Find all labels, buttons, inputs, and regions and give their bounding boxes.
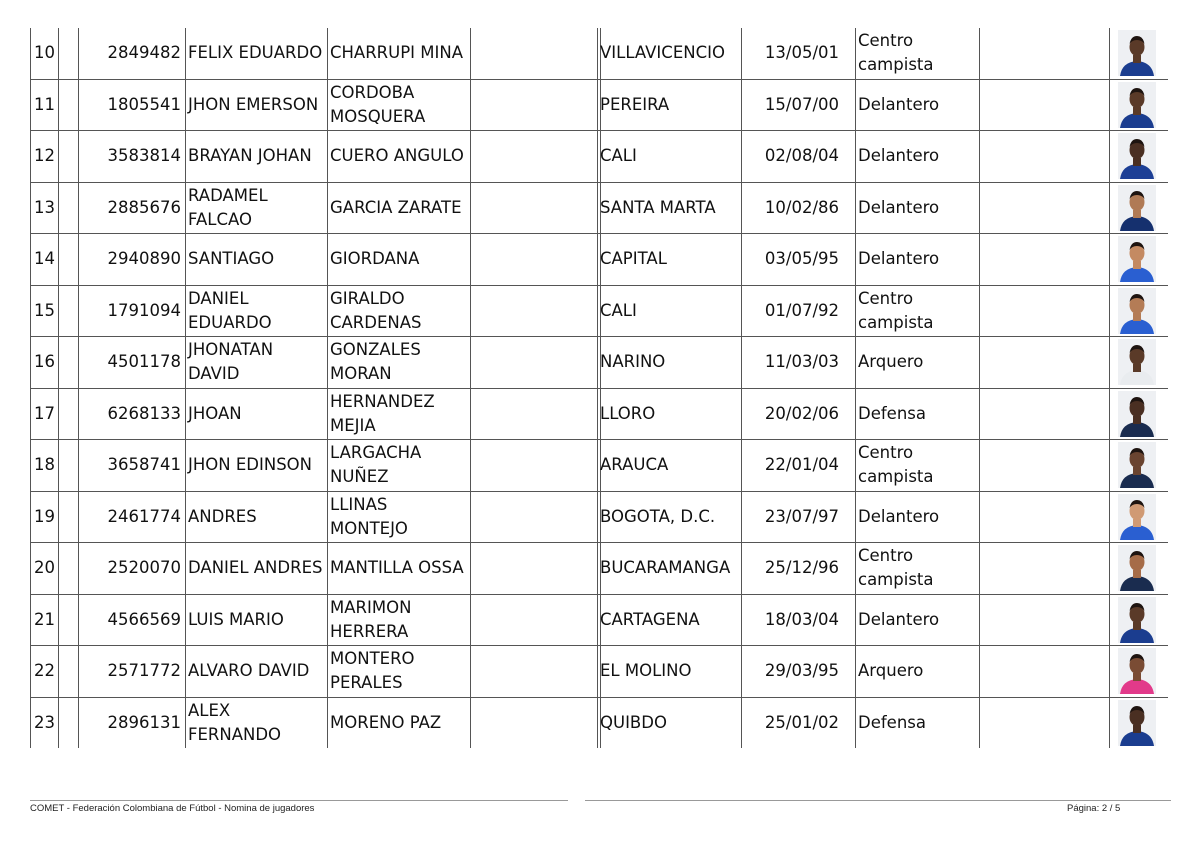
player-position: Defensa: [856, 388, 980, 440]
player-id: 2885676: [79, 182, 186, 234]
redacted-cell: [471, 440, 601, 492]
player-birthplace: CALI: [598, 131, 742, 183]
player-id: 4501178: [79, 337, 186, 389]
blank-cell: [980, 543, 1110, 595]
redacted-cell: [471, 28, 601, 79]
player-id: 2461774: [79, 491, 186, 543]
player-birthdate: 23/07/97: [742, 491, 856, 543]
player-last-name: GIRALDO CARDENAS: [328, 285, 471, 337]
player-id: 6268133: [79, 388, 186, 440]
redacted-cell: [471, 697, 601, 748]
players-table-right: [597, 28, 1168, 748]
blank-cell: [59, 234, 79, 286]
blank-cell: [980, 646, 1110, 698]
table-row: [31, 79, 601, 131]
blank-cell: [59, 697, 79, 748]
player-position: Delantero: [856, 182, 980, 234]
blank-cell: [59, 594, 79, 646]
player-first-name: JHON EMERSON: [186, 79, 328, 131]
redacted-cell: [471, 646, 601, 698]
player-number: 12: [31, 131, 59, 183]
player-birthdate: 02/08/04: [742, 131, 856, 183]
blank-cell: [980, 285, 1110, 337]
player-id: 4566569: [79, 594, 186, 646]
footer-rule-right: [585, 800, 1171, 801]
player-photo-icon: [1118, 442, 1156, 488]
table-row: [31, 234, 601, 286]
player-birthdate: 03/05/95: [742, 234, 856, 286]
player-birthplace: CAPITAL: [598, 234, 742, 286]
player-photo-cell: [1110, 182, 1168, 234]
player-last-name: MONTERO PERALES: [328, 646, 471, 698]
player-id: 2571772: [79, 646, 186, 698]
table-row: [31, 543, 601, 595]
player-first-name: ALVARO DAVID: [186, 646, 328, 698]
player-birthplace: SANTA MARTA: [598, 182, 742, 234]
blank-cell: [980, 697, 1110, 748]
table-row: [31, 440, 601, 492]
player-number: 22: [31, 646, 59, 698]
players-table-left: [30, 28, 601, 748]
player-number: 10: [31, 28, 59, 79]
redacted-cell: [471, 182, 601, 234]
blank-cell: [59, 79, 79, 131]
player-photo-icon: [1118, 236, 1156, 282]
player-photo-icon: [1118, 82, 1156, 128]
player-last-name: MORENO PAZ: [328, 697, 471, 748]
player-first-name: JHOAN: [186, 388, 328, 440]
player-last-name: MARIMON HERRERA: [328, 594, 471, 646]
player-last-name: LARGACHA NUÑEZ: [328, 440, 471, 492]
player-last-name: LLINAS MONTEJO: [328, 491, 471, 543]
player-first-name: LUIS MARIO: [186, 594, 328, 646]
blank-cell: [980, 28, 1110, 79]
player-photo-cell: [1110, 388, 1168, 440]
player-number: 14: [31, 234, 59, 286]
table-row: [598, 79, 1168, 131]
table-row: [598, 182, 1168, 234]
player-first-name: JHONATAN DAVID: [186, 337, 328, 389]
player-birthplace: PEREIRA: [598, 79, 742, 131]
player-first-name: JHON EDINSON: [186, 440, 328, 492]
player-position: Centro campista: [856, 543, 980, 595]
footer-source-text: COMET - Federación Colombiana de Fútbol - Nomina de jugadores: [30, 803, 315, 814]
player-number: 15: [31, 285, 59, 337]
player-photo-cell: [1110, 543, 1168, 595]
table-row: [31, 182, 601, 234]
blank-cell: [59, 646, 79, 698]
player-last-name: MANTILLA OSSA: [328, 543, 471, 595]
table-row: [598, 594, 1168, 646]
table-row: [598, 543, 1168, 595]
table-row: [598, 28, 1168, 79]
player-birthdate: 18/03/04: [742, 594, 856, 646]
player-photo-cell: [1110, 285, 1168, 337]
player-photo-cell: [1110, 131, 1168, 183]
player-photo-icon: [1118, 133, 1156, 179]
player-birthplace: CARTAGENA: [598, 594, 742, 646]
table-row: [598, 285, 1168, 337]
table-row: [31, 131, 601, 183]
blank-cell: [59, 28, 79, 79]
table-row: [598, 697, 1168, 748]
player-birthplace: BUCARAMANGA: [598, 543, 742, 595]
player-photo-cell: [1110, 594, 1168, 646]
player-first-name: SANTIAGO: [186, 234, 328, 286]
blank-cell: [59, 182, 79, 234]
redacted-cell: [471, 543, 601, 595]
player-photo-cell: [1110, 491, 1168, 543]
player-position: Centro campista: [856, 28, 980, 79]
player-id: 3583814: [79, 131, 186, 183]
redacted-cell: [471, 491, 601, 543]
player-birthplace: VILLAVICENCIO: [598, 28, 742, 79]
player-birthdate: 20/02/06: [742, 388, 856, 440]
player-first-name: DANIEL ANDRES: [186, 543, 328, 595]
player-photo-icon: [1118, 545, 1156, 591]
player-id: 2520070: [79, 543, 186, 595]
player-birthdate: 25/01/02: [742, 697, 856, 748]
player-last-name: GARCIA ZARATE: [328, 182, 471, 234]
player-number: 16: [31, 337, 59, 389]
blank-cell: [59, 337, 79, 389]
blank-cell: [980, 594, 1110, 646]
table-row: [31, 594, 601, 646]
table-row: [31, 28, 601, 79]
player-number: 13: [31, 182, 59, 234]
player-position: Centro campista: [856, 440, 980, 492]
redacted-cell: [471, 594, 601, 646]
redacted-cell: [471, 234, 601, 286]
blank-cell: [980, 131, 1110, 183]
player-birthdate: 11/03/03: [742, 337, 856, 389]
player-birthplace: QUIBDO: [598, 697, 742, 748]
player-photo-icon: [1118, 597, 1156, 643]
player-id: 1805541: [79, 79, 186, 131]
page-indicator: Página: 2 / 5: [1067, 803, 1121, 814]
player-last-name: CORDOBA MOSQUERA: [328, 79, 471, 131]
player-number: 23: [31, 697, 59, 748]
table-row: [598, 491, 1168, 543]
player-photo-cell: [1110, 697, 1168, 748]
player-photo-cell: [1110, 234, 1168, 286]
table-row: [598, 440, 1168, 492]
player-number: 17: [31, 388, 59, 440]
player-birthdate: 29/03/95: [742, 646, 856, 698]
redacted-cell: [471, 285, 601, 337]
player-birthplace: BOGOTA, D.C.: [598, 491, 742, 543]
player-position: Arquero: [856, 337, 980, 389]
table-row: [598, 131, 1168, 183]
player-birthdate: 01/07/92: [742, 285, 856, 337]
player-first-name: FELIX EDUARDO: [186, 28, 328, 79]
player-number: 20: [31, 543, 59, 595]
redacted-cell: [471, 337, 601, 389]
blank-cell: [59, 285, 79, 337]
player-number: 21: [31, 594, 59, 646]
player-photo-cell: [1110, 646, 1168, 698]
table-row: [598, 337, 1168, 389]
table-row: [31, 491, 601, 543]
player-id: 1791094: [79, 285, 186, 337]
player-birthdate: 13/05/01: [742, 28, 856, 79]
blank-cell: [980, 182, 1110, 234]
player-photo-icon: [1118, 185, 1156, 231]
player-photo-cell: [1110, 440, 1168, 492]
player-position: Delantero: [856, 131, 980, 183]
player-first-name: ALEX FERNANDO: [186, 697, 328, 748]
footer-rule-left: [30, 800, 568, 801]
player-photo-icon: [1118, 339, 1156, 385]
player-birthdate: 10/02/86: [742, 182, 856, 234]
player-photo-cell: [1110, 28, 1168, 79]
player-number: 11: [31, 79, 59, 131]
player-last-name: CHARRUPI MINA: [328, 28, 471, 79]
player-position: Defensa: [856, 697, 980, 748]
blank-cell: [980, 337, 1110, 389]
table-row: [31, 388, 601, 440]
player-number: 19: [31, 491, 59, 543]
player-birthdate: 15/07/00: [742, 79, 856, 131]
table-row: [598, 646, 1168, 698]
player-position: Delantero: [856, 491, 980, 543]
player-birthplace: ARAUCA: [598, 440, 742, 492]
player-first-name: DANIEL EDUARDO: [186, 285, 328, 337]
player-id: 3658741: [79, 440, 186, 492]
player-birthplace: CALI: [598, 285, 742, 337]
redacted-cell: [471, 388, 601, 440]
player-position: Delantero: [856, 234, 980, 286]
player-photo-icon: [1118, 700, 1156, 746]
player-birthdate: 25/12/96: [742, 543, 856, 595]
player-photo-cell: [1110, 79, 1168, 131]
redacted-cell: [471, 79, 601, 131]
blank-cell: [980, 388, 1110, 440]
table-row: [598, 388, 1168, 440]
player-birthplace: NARINO: [598, 337, 742, 389]
blank-cell: [980, 440, 1110, 492]
blank-cell: [59, 131, 79, 183]
table-row: [31, 646, 601, 698]
player-photo-icon: [1118, 391, 1156, 437]
table-row: [31, 285, 601, 337]
table-row: [598, 234, 1168, 286]
player-position: Delantero: [856, 594, 980, 646]
player-last-name: GIORDANA: [328, 234, 471, 286]
blank-cell: [980, 491, 1110, 543]
blank-cell: [59, 543, 79, 595]
player-last-name: HERNANDEZ MEJIA: [328, 388, 471, 440]
player-photo-cell: [1110, 337, 1168, 389]
blank-cell: [59, 440, 79, 492]
player-photo-icon: [1118, 494, 1156, 540]
blank-cell: [59, 388, 79, 440]
player-photo-icon: [1118, 288, 1156, 334]
player-last-name: CUERO ANGULO: [328, 131, 471, 183]
player-position: Delantero: [856, 79, 980, 131]
player-position: Centro campista: [856, 285, 980, 337]
player-photo-icon: [1118, 648, 1156, 694]
player-id: 2940890: [79, 234, 186, 286]
player-id: 2896131: [79, 697, 186, 748]
player-first-name: RADAMEL FALCAO: [186, 182, 328, 234]
player-birthplace: LLORO: [598, 388, 742, 440]
player-birthplace: EL MOLINO: [598, 646, 742, 698]
blank-cell: [980, 234, 1110, 286]
blank-cell: [59, 491, 79, 543]
player-id: 2849482: [79, 28, 186, 79]
player-number: 18: [31, 440, 59, 492]
blank-cell: [980, 79, 1110, 131]
player-first-name: BRAYAN JOHAN: [186, 131, 328, 183]
player-position: Arquero: [856, 646, 980, 698]
player-birthdate: 22/01/04: [742, 440, 856, 492]
redacted-cell: [471, 131, 601, 183]
player-first-name: ANDRES: [186, 491, 328, 543]
table-row: [31, 337, 601, 389]
player-last-name: GONZALES MORAN: [328, 337, 471, 389]
player-photo-icon: [1118, 30, 1156, 76]
table-row: [31, 697, 601, 748]
